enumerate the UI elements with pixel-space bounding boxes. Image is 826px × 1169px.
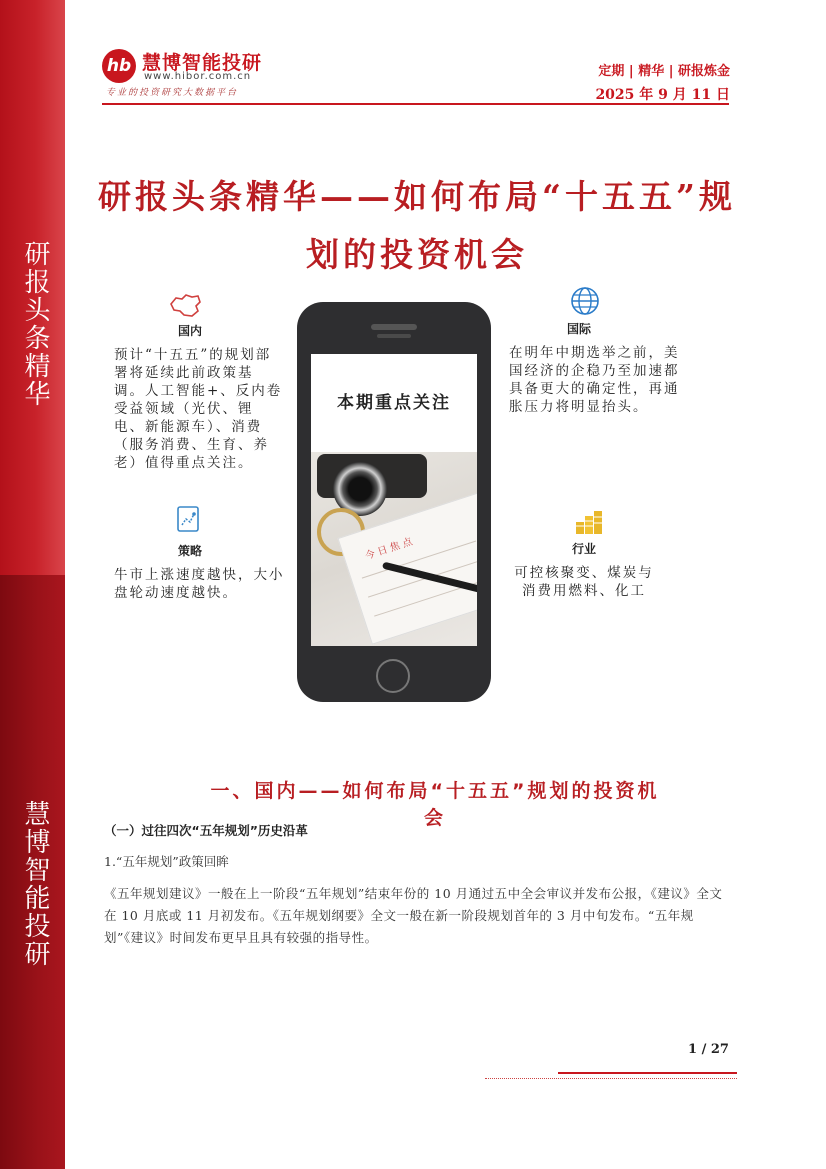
note-card-label: 今日焦点 xyxy=(363,535,417,563)
logo-mark-icon: hb xyxy=(102,49,136,83)
domestic-block xyxy=(114,322,284,472)
strategy-label: 策略 xyxy=(178,544,203,558)
industry-block xyxy=(514,540,654,600)
international-text: 在明年中期选举之前，美国经济的企稳乃至加速都具备更大的确定性，再通胀压力将明显抬头。 xyxy=(509,345,680,415)
logo-name: 慧博智能投研 xyxy=(142,52,263,74)
logo[interactable] xyxy=(102,47,282,99)
page-number: 1 / 27 xyxy=(688,1042,729,1057)
logo-url: www.hibor.com.cn xyxy=(144,71,252,82)
section-title: 一、国内——如何布局“十五五”规划的投资机会 xyxy=(210,780,660,829)
strategy-block xyxy=(114,542,289,602)
industry-label: 行业 xyxy=(571,542,596,556)
domestic-label: 国内 xyxy=(178,324,203,338)
footer-rule xyxy=(558,1072,737,1074)
phone-speaker xyxy=(371,324,417,330)
strategy-text: 牛市上涨速度越快，大小盘轮动速度越快。 xyxy=(114,567,285,601)
phone-home-button xyxy=(376,659,410,693)
screen-photo xyxy=(311,452,477,646)
logo-slogan: 专业的投资研究大数据平台 xyxy=(106,88,239,98)
sidebar-top-label: 研报头条精华 xyxy=(20,240,50,408)
china-map-icon xyxy=(168,294,202,318)
phone-sensor xyxy=(377,334,411,338)
page-title: 研报头条精华——如何布局“十五五”规划的投资机会 xyxy=(98,177,736,274)
industry-text: 可控核聚变、煤炭与消费用燃料、化工 xyxy=(514,565,654,599)
coin-stack-icon xyxy=(574,508,604,536)
domestic-text: 预计“十五五”的规划部署将延续此前政策基调。人工智能+、反内卷受益领域（光伏、锂电、新能源车）、消费（服务消费、生育、养老）值得重点关注。 xyxy=(114,347,283,471)
international-block xyxy=(509,320,689,416)
sidebar xyxy=(0,0,65,1169)
sidebar-bottom-label: 慧博智能投研 xyxy=(20,800,50,968)
header-date: 2025 年 9 月 11 日 xyxy=(595,87,730,103)
phone-screen xyxy=(311,354,477,646)
phone-illustration xyxy=(297,302,491,702)
body-paragraph: 《五年规划建议》一般在上一阶段“五年规划”结束年份的 10 月通过五中全会审议并发布公报，《建议》全文在 10 月底或 11 月初发布。《五年规划纲要》全文一般在新一阶段规划首年的 3 月中旬发布。“五年规划”《建议》时间发布更早且具有较强的指导性。 xyxy=(104,886,723,945)
header-meta xyxy=(595,60,730,104)
footer-dotted-rule xyxy=(485,1078,737,1079)
strategy-board-icon xyxy=(176,505,200,533)
international-label: 国际 xyxy=(567,322,592,336)
globe-icon xyxy=(570,286,600,316)
subsection-title: （一）过往四次“五年规划”历史沿革 xyxy=(104,823,308,838)
screen-title: 本期重点关注 xyxy=(311,354,477,452)
item-title: 1.“五年规划”政策回眸 xyxy=(104,854,229,869)
header-tags: 定期 | 精华 | 研报炼金 xyxy=(598,64,730,79)
header-divider xyxy=(102,103,729,105)
